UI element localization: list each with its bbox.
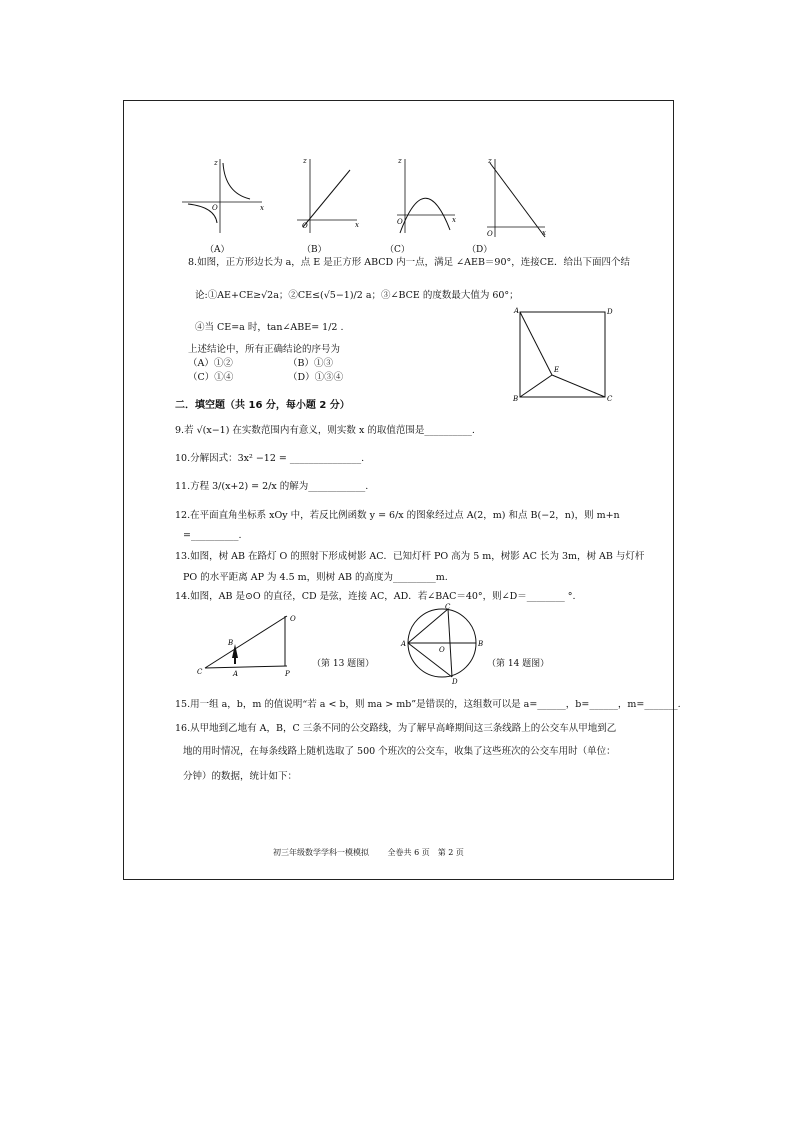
q8-option-d: （D）①③④ [288,372,344,383]
svg-text:z: z [303,157,307,165]
q9: 9.若 √(x−1) 在实数范围内有意义，则实数 x 的取值范围是__________. [175,425,475,436]
q16-line2: 地的用时情况，在每条线路上随机选取了 500 个班次的公交车，收集了这些班次的公交车用时（单位： [183,746,616,757]
fig14-circle [400,605,490,685]
option-d-label: （D） [467,245,493,255]
svg-text:O: O [302,222,308,230]
svg-text:E: E [554,366,560,374]
graph-a [180,155,265,235]
q8-option-c: （C）①④ [188,372,234,383]
svg-text:C: C [197,668,203,676]
q8-line3: ④当 CE=a 时，tan∠ABE= 1/2 . [195,322,344,333]
svg-text:C: C [607,395,613,403]
option-c-label: （C） [385,245,410,255]
q16-line3: 分钟）的数据，统计如下： [183,771,298,782]
q8-line1: 8.如图，正方形边长为 a，点 E 是正方形 ABCD 内一点，满足 ∠AEB＝90°，连接CE．给出下面四个结 [188,257,630,268]
svg-text:x: x [542,229,546,237]
q14: 14.如图，AB 是⊙O 的直径，CD 是弦，连接 AC，AD．若∠BAC＝40°，则∠D＝________ °. [175,591,576,602]
svg-text:z: z [488,157,492,165]
fig14-caption: （第 14 题图） [487,659,550,669]
q12-line1: 12.在平面直角坐标系 xOy 中，若反比例函数 y = 6/x 的图象经过点 A(2，m) 和点 B(−2，n)，则 m+n [175,510,620,521]
page-footer: 初三年级数学学科一模模拟 全卷共 6 页 第 2 页 [273,848,464,857]
svg-text:P: P [285,670,290,678]
svg-text:B: B [513,395,519,403]
graph-c [395,155,460,235]
q12-line2: =__________. [183,530,242,541]
q8-option-a: （A）①② [188,358,233,369]
svg-text:A: A [233,670,239,678]
q8-line4: 上述结论中，所有正确结论的序号为 [188,344,341,355]
svg-text:O: O [397,218,403,226]
svg-text:B: B [478,640,484,648]
svg-text:C: C [445,603,451,611]
graph-d [485,155,550,240]
option-b-label: （B） [302,245,327,255]
svg-text:D: D [452,678,458,686]
q8-line2: 论:①AE+CE≥√2a；②CE≤(√5−1)/2 a；③∠BCE 的度数最大值为 60°； [195,290,519,301]
option-a-label: （A） [205,245,230,255]
svg-text:D: D [607,308,613,316]
svg-text:x: x [260,204,264,212]
svg-text:A: A [401,640,407,648]
svg-text:A: A [514,307,520,315]
fig13-caption: （第 13 题图） [312,659,375,669]
svg-text:x: x [355,221,359,229]
svg-text:x: x [452,216,456,224]
q8-square-figure [510,305,615,405]
svg-text:B: B [228,639,234,647]
section-title: 二．填空题（共 16 分，每小题 2 分） [175,400,350,411]
q15: 15.用一组 a，b，m 的值说明“若 a < b，则 ma > mb”是错误的，这组数可以是 a=______，b=______，m=_______. [175,699,681,710]
q13-line2: PO 的水平距离 AP 为 4.5 m，则树 AB 的高度为_________m. [183,572,448,583]
q16-line1: 16.从甲地到乙地有 A，B，C 三条不同的公交路线，为了解早高峰期间这三条线路上的公交车从甲地到乙 [175,723,617,734]
svg-text:z: z [398,157,402,165]
svg-text:O: O [290,615,296,623]
svg-text:O: O [439,646,445,654]
q8-option-b: （B）①③ [288,358,333,369]
fig13-lamp-tree [195,608,305,678]
q13-line1: 13.如图，树 AB 在路灯 O 的照射下形成树影 AC．已知灯杆 PO 高为 5 m，树影 AC 长为 3m，树 AB 与灯杆 [175,551,645,562]
q10: 10.分解因式：3x² −12 = _______________. [175,453,365,464]
svg-text:z: z [214,159,218,167]
svg-text:O: O [212,204,218,212]
q11: 11.方程 3/(x+2) = 2/x 的解为____________. [175,481,369,492]
graph-b [295,155,365,235]
svg-text:O: O [487,230,493,238]
